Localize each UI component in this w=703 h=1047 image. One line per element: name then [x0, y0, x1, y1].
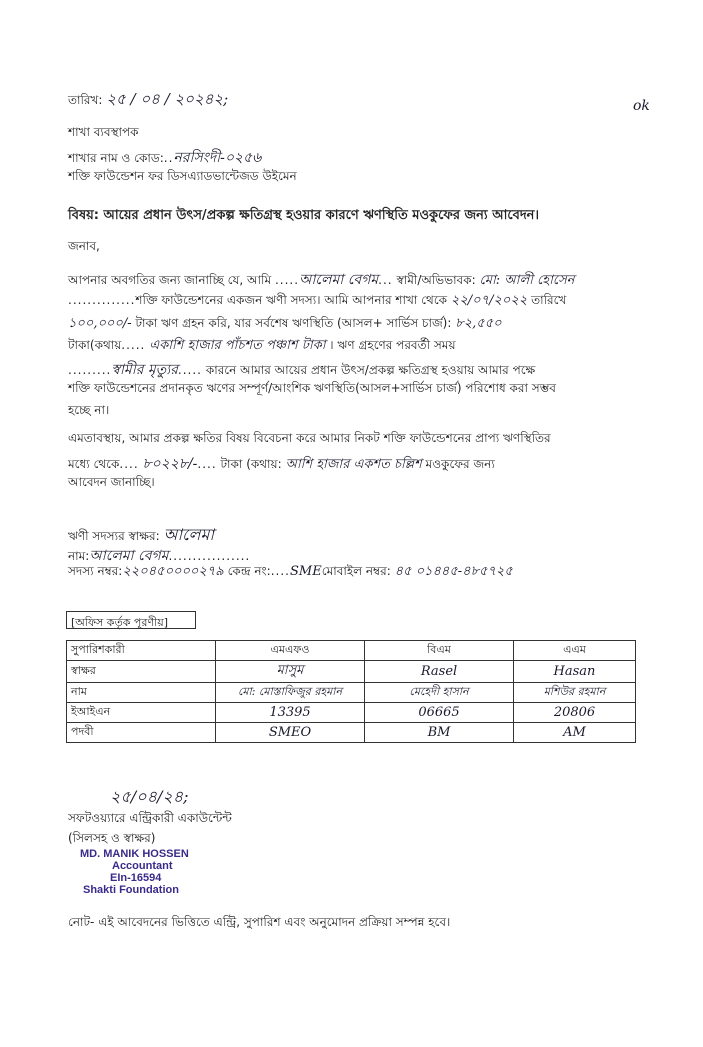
- body-line-9: মধ্যে থেকে.... ৮০২২৮/-.... টাকা (কথায়: আশি হাজার একশত চল্লিশ মওকুফের জন্য: [68, 456, 495, 472]
- waiver-in-words: আশি হাজার একশত চল্লিশ: [285, 457, 422, 472]
- member-number-line: সদস্য নম্বর:২২০৪৫০০০০২৭৯ কেন্দ্র নং:....SMEমোবাইল নম্বর: ৪৫ ০১৪৪৫-৪৮৫৭২৫: [68, 564, 513, 579]
- date-line: [68, 88, 228, 113]
- accountant-seal-note: (সিলসহ ও স্বাক্ষর): [68, 831, 156, 845]
- body-text: আপনার অবগতির জন্য জানাচ্ছি যে, আমি: [68, 273, 272, 287]
- stamp-ein: EIn-16594: [110, 872, 162, 884]
- header-am: এএম: [514, 641, 636, 661]
- body-line-8: এমতাবস্থায়, আমার প্রকল্প ক্ষতির বিষয় বিবেচনা করে আমার নিকট শক্তি ফাউন্ডেশনের প্রাপ্য ঋণস্থিতির: [68, 431, 551, 445]
- row-label: নাম: [67, 683, 216, 703]
- body-text: মওকুফের জন্য: [425, 457, 495, 471]
- body-line-10: আবেদন জানাচ্ছি।: [68, 475, 155, 489]
- body-text: টাকা (কথায়:: [220, 457, 282, 471]
- date-value: ২৫ / ০৪ / ২০২৪২;: [106, 90, 229, 108]
- loan-balance: ৮২,৫৫০: [455, 316, 502, 331]
- damage-reason: স্বামীর মৃত্যুর: [111, 362, 178, 378]
- center-value: SME: [289, 564, 322, 579]
- member-name: আলেমা বেগম: [89, 548, 169, 564]
- table-header-row: [67, 641, 636, 661]
- branch-value: নরসিংদী-০২৫৬: [173, 150, 262, 166]
- table-cell: SMEO: [268, 725, 312, 740]
- subject-line: বিষয়: আয়ের প্রধান উৎস/প্রকল্প ক্ষতিগ্রস্থ হওয়ার কারণে ঋণস্থিতি মওকুফের জন্য আবেদন।: [68, 208, 540, 223]
- loan-amount: ১০০,০০০/-: [68, 316, 132, 331]
- table-row: [67, 683, 636, 703]
- table-cell: 06665: [418, 705, 460, 720]
- member-signature-label: ঋণী সদস্যর স্বাক্ষর:: [68, 529, 160, 543]
- applicant-name: আলেমা বেগম: [299, 272, 379, 288]
- member-signature: আলেমা: [163, 525, 215, 544]
- table-row: [67, 723, 636, 743]
- center-label: কেন্দ্র নং:: [227, 564, 271, 578]
- salutation: জনাব,: [68, 239, 100, 253]
- accountant-title: সফটওয়্যারে এন্ট্রিকারী একাউন্টেন্ট: [68, 811, 232, 825]
- stamp-role: Accountant: [112, 860, 173, 872]
- member-name-line: নাম:আলেমা বেগম.................: [68, 548, 251, 564]
- table-cell: BM: [427, 725, 451, 740]
- waiver-amount: ৮০২২৮/-: [142, 456, 198, 472]
- member-name-label: নাম:: [68, 549, 90, 563]
- office-use-label: [অফিস কর্তৃক পূরণীয়]: [66, 611, 196, 629]
- table-cell: 13395: [269, 705, 311, 720]
- table-cell: Rasel: [420, 664, 458, 679]
- recipient-title: শাখা ব্যবস্থাপক: [68, 125, 139, 139]
- table-row: [67, 661, 636, 683]
- body-text: মধ্যে থেকে: [68, 457, 120, 471]
- organization-name: শক্তি ফাউন্ডেশন ফর ডিসএ্যাডভান্টেজড উইমেন: [68, 169, 297, 183]
- table-cell: মাসুম: [276, 663, 304, 678]
- table-cell: Hasan: [553, 664, 596, 679]
- guardian-name: মো: আলী হোসেন: [479, 273, 575, 288]
- date-label: তারিখ:: [68, 93, 103, 107]
- table-row: [67, 703, 636, 723]
- branch-label: শাখার নাম ও কোড:: [68, 151, 164, 165]
- body-text: কারনে আমার আয়ের প্রধান উৎস/প্রকল্প ক্ষতিগ্রস্থ হওয়ায় আমার পক্ষে: [205, 363, 536, 377]
- mobile-label: মোবাইল নম্বর:: [321, 564, 391, 578]
- body-line-5: .........স্বামীর মৃত্যুর..... কারনে আমার আয়ের প্রধান উৎস/প্রকল্প ক্ষতিগ্রস্থ হওয়ায় আমার পক্ষে: [68, 362, 536, 378]
- table-cell: মশিউর রহমান: [543, 685, 606, 698]
- body-line-6: শক্তি ফাউন্ডেশনের প্রদানকৃত ঋণের সম্পূর্ণ/আংশিক ঋণস্থিতি(আসল+সার্ভিস চার্জ) পরিশোধ করা সম্ভব: [68, 381, 556, 395]
- accountant-date-signature: ২৫/০৪/২৪;: [110, 787, 189, 806]
- table-cell: মেহেদী হাসান: [409, 685, 469, 698]
- table-cell: AM: [563, 725, 586, 740]
- footer-note: নোট- এই আবেদনের ভিত্তিতে এন্ট্রি, সুপারিশ এবং অনুমোদন প্রক্রিয়া সম্পন্ন হবে।: [68, 915, 451, 929]
- header-mfo: এমএফও: [216, 641, 365, 661]
- loan-date: ২২/০৭/২০২২: [450, 293, 528, 308]
- member-number-label: সদস্য নম্বর:: [68, 564, 123, 578]
- body-line-1: আপনার অবগতির জন্য জানাচ্ছি যে, আমি .....আলেমা বেগম... স্বামী/অভিভাবক: মো: আলী হোসেন: [68, 272, 575, 288]
- row-label: ইআইএন: [67, 703, 216, 723]
- body-text: শক্তি ফাউন্ডেশনের একজন ঋণী সদস্য। আমি আপনার শাখা থেকে: [135, 293, 448, 307]
- table-cell: 20806: [553, 705, 596, 720]
- body-line-2: ..............শক্তি ফাউন্ডেশনের একজন ঋণী সদস্য। আমি আপনার শাখা থেকে ২২/০৭/২০২২ তারিখে: [68, 293, 567, 308]
- mobile-value: ৪৫ ০১৪৪৫-৪৮৫৭২৫: [394, 564, 513, 579]
- body-line-4: টাকা(কথায়..... একাশি হাজার পাঁচশত পঞ্চাশ টাকা । ঋণ গ্রহণের পরবর্তী সময়: [68, 338, 456, 353]
- accountant-stamp: [80, 848, 189, 896]
- row-label: পদবী: [67, 723, 216, 743]
- stamp-name: MD. MANIK HOSSEN: [80, 848, 189, 860]
- branch-line: শাখার নাম ও কোড:..নরসিংদী-০২৫৬: [68, 150, 262, 166]
- body-text: স্বামী/অভিভাবক:: [396, 273, 476, 287]
- body-line-3: [68, 314, 502, 335]
- body-text: টাকা(কথায়: [68, 338, 122, 352]
- balance-in-words: একাশি হাজার পাঁচশত পঞ্চাশ টাকা: [149, 338, 326, 353]
- table-cell: মো: মোস্তাফিজুর রহমান: [237, 685, 343, 698]
- stamp-org: Shakti Foundation: [83, 884, 179, 896]
- ok-mark: ok: [633, 98, 650, 114]
- header-bm: বিএম: [365, 641, 514, 661]
- row-label: স্বাক্ষর: [67, 661, 216, 683]
- body-text: টাকা ঋণ গ্রহন করি, যার সর্বশেষ ঋণস্থিতি (আসল+ সার্ভিস চার্জ):: [135, 316, 452, 330]
- body-text: । ঋণ গ্রহণের পরবর্তী সময়: [329, 338, 456, 352]
- office-table: [66, 640, 636, 743]
- body-text: তারিখে: [531, 293, 567, 307]
- body-line-7: হচ্ছে না।: [68, 403, 110, 417]
- member-number: ২২০৪৫০০০০২৭৯: [122, 564, 224, 579]
- header-recommender: সুপারিশকারী: [67, 641, 216, 661]
